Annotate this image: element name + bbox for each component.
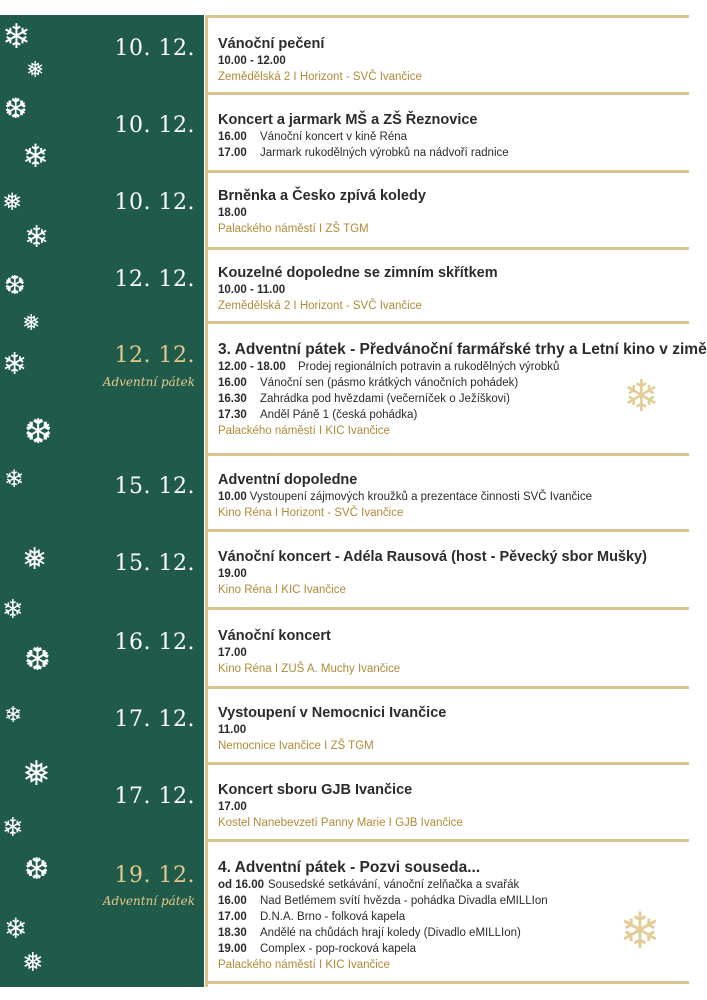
divider xyxy=(205,529,689,532)
snowflake-icon: ❅ xyxy=(22,754,51,794)
event-date: 10. 12. xyxy=(114,36,195,61)
snowflake-icon: ❄ xyxy=(2,347,28,382)
event-title: Koncert a jarmark MŠ a ZŠ Řeznovice xyxy=(218,112,478,128)
event-subtitle: Adventní pátek xyxy=(102,375,195,389)
event-place: Palackého náměstí I KIC Ivančice xyxy=(218,425,390,437)
event-date: 15. 12. xyxy=(114,551,195,576)
event-line-text: Andělé na chůdách hrají koledy (Divadlo eMILLIon) xyxy=(260,927,521,939)
event-time: 18.00 xyxy=(218,207,247,219)
event-time: 12.00 - 18.00 xyxy=(218,361,286,373)
snowflake-icon: ❆ xyxy=(24,412,53,452)
divider xyxy=(205,170,689,173)
event-title: Vystoupení v Nemocnici Ivančice xyxy=(218,705,447,721)
event-time: 17.00 xyxy=(218,801,247,813)
snowflake-icon: ❆ xyxy=(4,92,28,125)
event-time: 10.00 xyxy=(218,491,247,503)
divider xyxy=(205,321,689,324)
snowflake-icon: ❅ xyxy=(26,58,45,83)
event-date: 12. 12. xyxy=(114,343,195,368)
snowflake-icon: ❆ xyxy=(24,640,51,678)
event-date: 16. 12. xyxy=(114,630,195,655)
divider xyxy=(205,15,689,18)
divider xyxy=(205,839,689,842)
event-place: Zemědělská 2 I Horizont - SVČ Ivančice xyxy=(218,300,422,312)
event-title: Brněnka a Česko zpívá koledy xyxy=(218,188,426,204)
event-title: Vánoční koncert - Adéla Rausová (host - Pěvecký sbor Mušky) xyxy=(218,549,647,565)
divider xyxy=(205,686,689,689)
snowflake-icon: ❄ xyxy=(2,17,31,57)
event-date: 17. 12. xyxy=(114,784,195,809)
event-date: 10. 12. xyxy=(114,113,195,138)
event-time: 16.00 xyxy=(218,377,247,389)
event-line-text: Vánoční sen (pásmo krátkých vánočních pohádek) xyxy=(260,377,519,389)
snowflake-icon: ❄ xyxy=(623,371,660,422)
snowflake-icon: ❆ xyxy=(24,852,50,887)
snowflake-icon: ❆ xyxy=(4,271,26,301)
event-line-text: Zahrádka pod hvězdami (večerníček o Ježíškovi) xyxy=(260,393,510,405)
snowflake-icon: ❄ xyxy=(2,813,24,843)
divider xyxy=(205,981,689,984)
event-line-text: Complex - pop-rocková kapela xyxy=(260,943,416,955)
snowflake-icon: ❄ xyxy=(2,595,24,625)
event-place: Kino Réna I KIC Ivančice xyxy=(218,584,346,596)
event-time: 17.00 xyxy=(218,911,247,923)
event-time: 18.30 xyxy=(218,927,247,939)
event-title: Koncert sboru GJB Ivančice xyxy=(218,782,413,798)
event-time: 16.00 xyxy=(218,895,247,907)
event-place: Kino Réna I Horizont - SVČ Ivančice xyxy=(218,507,404,519)
event-date: 15. 12. xyxy=(114,474,195,499)
event-line-text: Sousedské setkávání, vánoční zelňačka a svařák xyxy=(268,879,520,891)
divider xyxy=(205,762,689,765)
event-line-text: Jarmark rukodělných výrobků na nádvoří radnice xyxy=(260,147,509,159)
event-time: 10.00 - 11.00 xyxy=(218,284,286,296)
snowflake-icon: ❄ xyxy=(4,703,23,728)
event-line-text: Vystoupení zájmových kroužků a prezentace činnosti SVČ Ivančice xyxy=(249,491,592,503)
event-title: Vánoční koncert xyxy=(218,628,331,644)
event-date: 17. 12. xyxy=(114,707,195,732)
snowflake-icon: ❅ xyxy=(22,311,41,336)
event-place: Palackého náměstí I KIC Ivančice xyxy=(218,959,390,971)
snowflake-icon: ❅ xyxy=(22,948,44,978)
event-place: Nemocnice Ivančice I ZŠ TGM xyxy=(218,740,374,752)
snowflake-icon: ❄ xyxy=(4,912,28,945)
event-line-text: Prodej regionálních potravin a rukodělných výrobků xyxy=(298,361,560,373)
event-place: Palackého náměstí I ZŠ TGM xyxy=(218,223,369,235)
event-place: Zemědělská 2 I Horizont - SVČ Ivančice xyxy=(218,71,422,83)
snowflake-icon: ❄ xyxy=(4,465,25,493)
event-title: Adventní dopoledne xyxy=(218,472,358,488)
event-time: 16.30 xyxy=(218,393,247,405)
event-line-text: Nad Betlémem svítí hvězda - pohádka Divadla eMILLIon xyxy=(260,895,548,907)
event-title: Vánoční pečení xyxy=(218,36,325,52)
divider xyxy=(205,247,689,250)
divider xyxy=(205,453,689,456)
divider xyxy=(205,607,689,610)
event-date: 12. 12. xyxy=(114,267,195,292)
event-line-text: Vánoční koncert v kině Réna xyxy=(260,131,408,143)
event-title: Kouzelné dopoledne se zimním skřítkem xyxy=(218,265,498,281)
event-time: 10.00 - 12.00 xyxy=(218,55,286,67)
event-time: 16.00 xyxy=(218,131,247,143)
event-title: 4. Adventní pátek - Pozvi souseda... xyxy=(218,859,481,876)
snowflake-icon: ❅ xyxy=(2,188,23,216)
snowflake-icon: ❄ xyxy=(22,137,49,175)
event-date: 19. 12. xyxy=(114,863,195,888)
event-time: 19.00 xyxy=(218,943,247,955)
event-time: 17.00 xyxy=(218,147,247,159)
left-panel xyxy=(0,15,204,987)
event-date: 10. 12. xyxy=(114,190,195,215)
event-time: 11.00 xyxy=(218,724,247,736)
event-subtitle: Adventní pátek xyxy=(102,894,195,908)
event-place: Kostel Nanebevzetí Panny Marie I GJB Ivančice xyxy=(218,817,463,829)
snowflake-icon: ❄ xyxy=(619,902,661,960)
event-time: 19.00 xyxy=(218,568,247,580)
event-time: 17.00 xyxy=(218,647,247,659)
event-line-text: Anděl Páně 1 (česká pohádka) xyxy=(260,409,418,421)
event-time: od 16.00 xyxy=(218,879,265,891)
snowflake-icon: ❄ xyxy=(24,220,50,255)
event-place: Kino Réna I ZUŠ A. Muchy Ivančice xyxy=(218,663,401,675)
divider xyxy=(205,92,689,95)
snowflake-icon: ❅ xyxy=(22,542,48,577)
event-time: 17.30 xyxy=(218,409,247,421)
event-line-text: D.N.A. Brno - folková kapela xyxy=(260,911,406,923)
event-title: 3. Adventní pátek - Předvánoční farmářské trhy a Letní kino v zimě xyxy=(218,341,707,358)
